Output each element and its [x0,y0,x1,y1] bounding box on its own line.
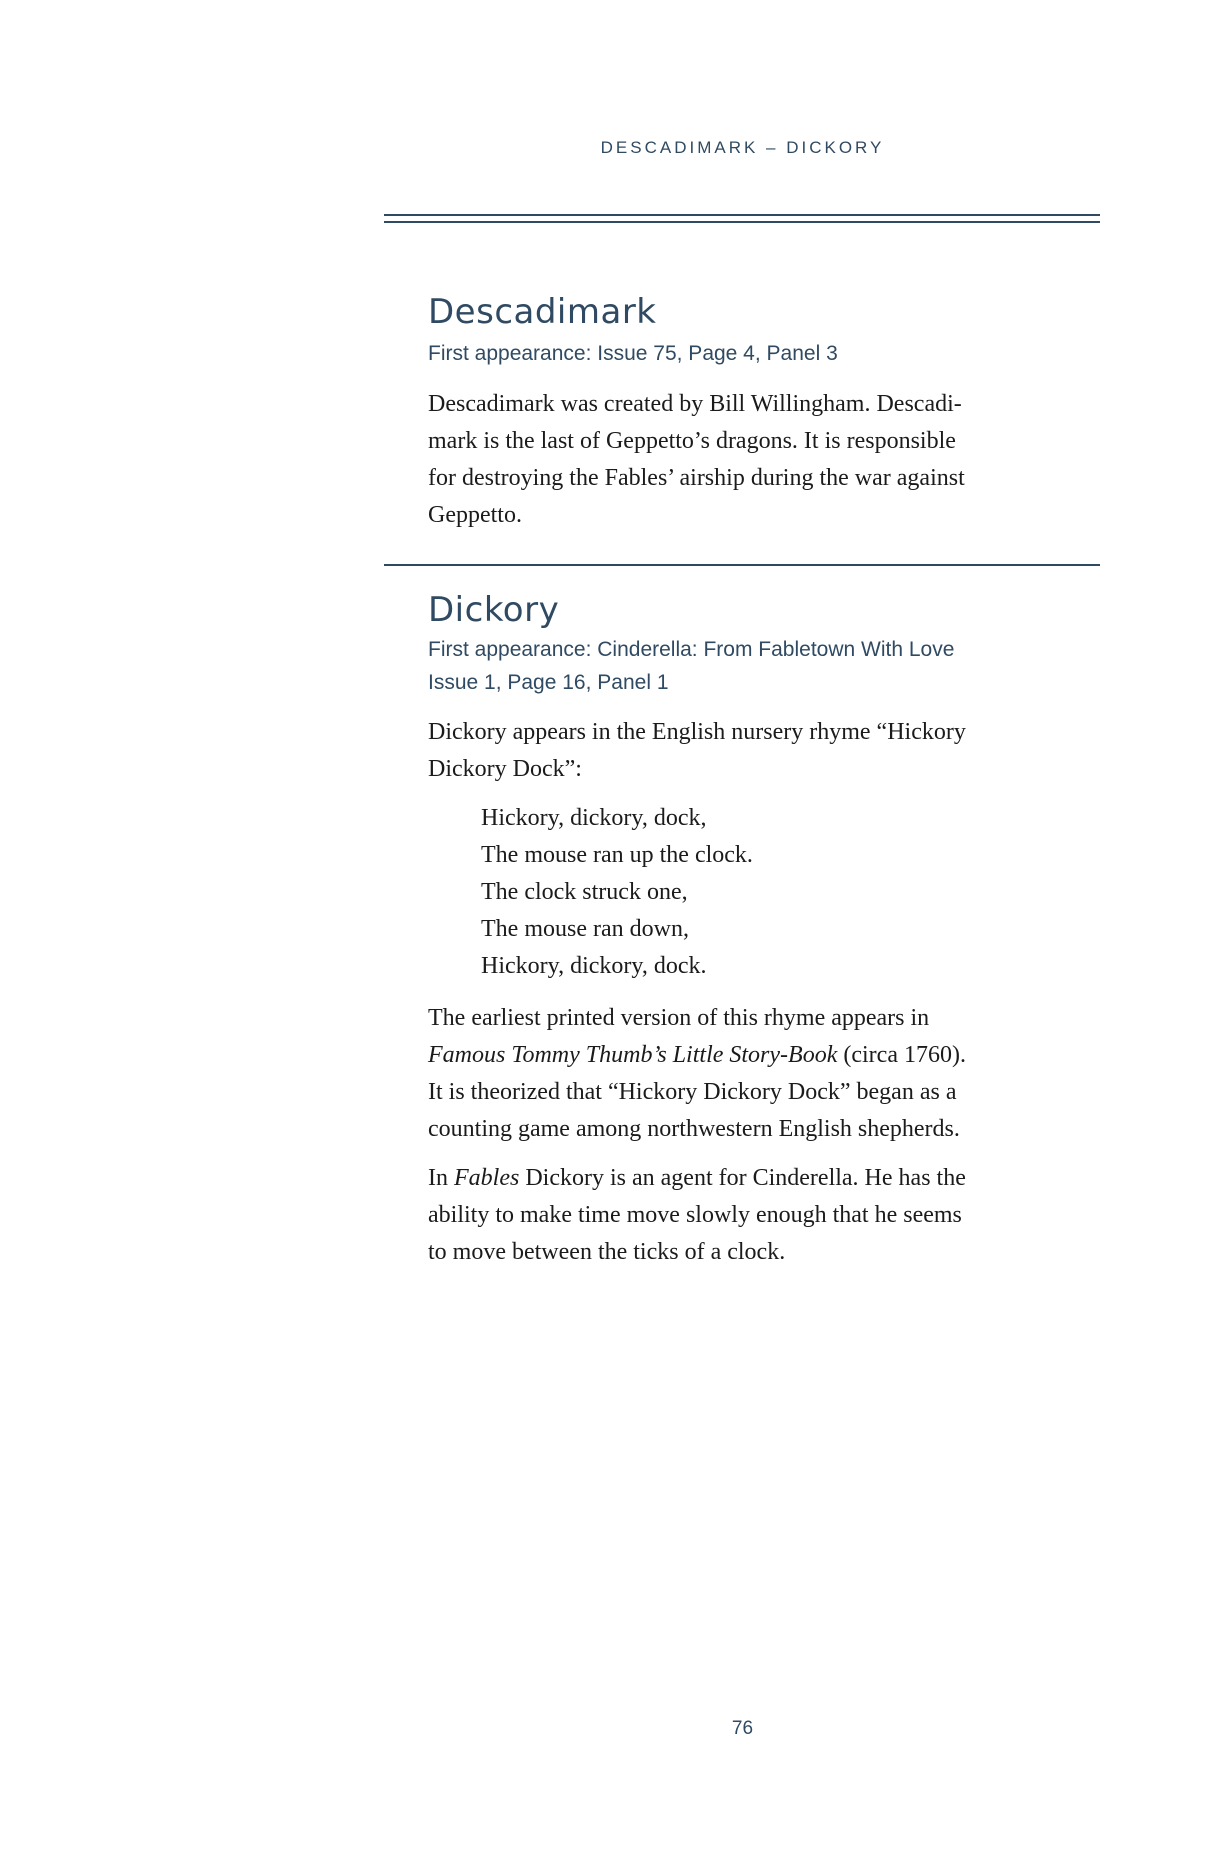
first-appearance-dickory [428,633,954,699]
body-line: mark is the last of Geppetto’s dragons. It is responsible [428,428,956,454]
body-line: ability to make time move slowly enough that he seems [428,1202,962,1228]
verse-line: The mouse ran down, [481,916,689,942]
appearance-line: First appearance: Issue 75, Page 4, Panel 3 [428,342,838,365]
body-line: to move between the ticks of a clock. [428,1239,786,1265]
series-title: Fables [454,1165,520,1191]
page-number: 76 [731,1718,754,1739]
appearance-line: Issue 1, Page 16, Panel 1 [428,671,669,694]
fables-role-paragraph [428,1160,1068,1271]
body-line-with-series-title [428,1160,1068,1197]
book-date: (circa 1760). [837,1042,966,1068]
verse-line: Hickory, dickory, dock, [481,805,707,831]
body-line: It is theorized that “Hickory Dickory Dock” began as a [428,1079,957,1105]
header-double-rule [384,214,1100,224]
entry-intro-dickory [428,714,1068,788]
nursery-rhyme-verse [481,800,753,985]
body-line: Geppetto. [428,502,522,528]
verse-line: The clock struck one, [481,879,688,905]
body-line: The earliest printed version of this rhyme appears in [428,1005,930,1031]
book-title: Famous Tommy Thumb’s Little Story-Book [428,1042,838,1068]
body-line: Dickory appears in the English nursery rhyme “Hickory [428,719,966,745]
prefix-text: In [428,1165,454,1191]
first-appearance-descadimark [428,337,838,370]
body-text-continued: Dickory is an agent for Cinderella. He has the [519,1165,966,1191]
entry-body-descadimark [428,386,1068,534]
entry-title-descadimark: Descadimark [428,292,657,332]
body-line: Descadimark was created by Bill Willingham. Descadi- [428,391,962,417]
verse-line: The mouse ran up the clock. [481,842,753,868]
body-line: Dickory Dock”: [428,756,582,782]
verse-line: Hickory, dickory, dock. [481,953,707,979]
running-head: DESCADIMARK – DICKORY [600,138,885,157]
rhyme-history-paragraph [428,1000,1068,1148]
appearance-line: First appearance: Cinderella: From Fabletown With Love [428,638,955,661]
body-line: counting game among northwestern English shepherds. [428,1116,960,1142]
entry-divider [384,564,1100,566]
entry-title-dickory: Dickory [428,590,560,630]
body-line-with-book-title [428,1037,1068,1074]
body-line: for destroying the Fables’ airship during the war against [428,465,965,491]
